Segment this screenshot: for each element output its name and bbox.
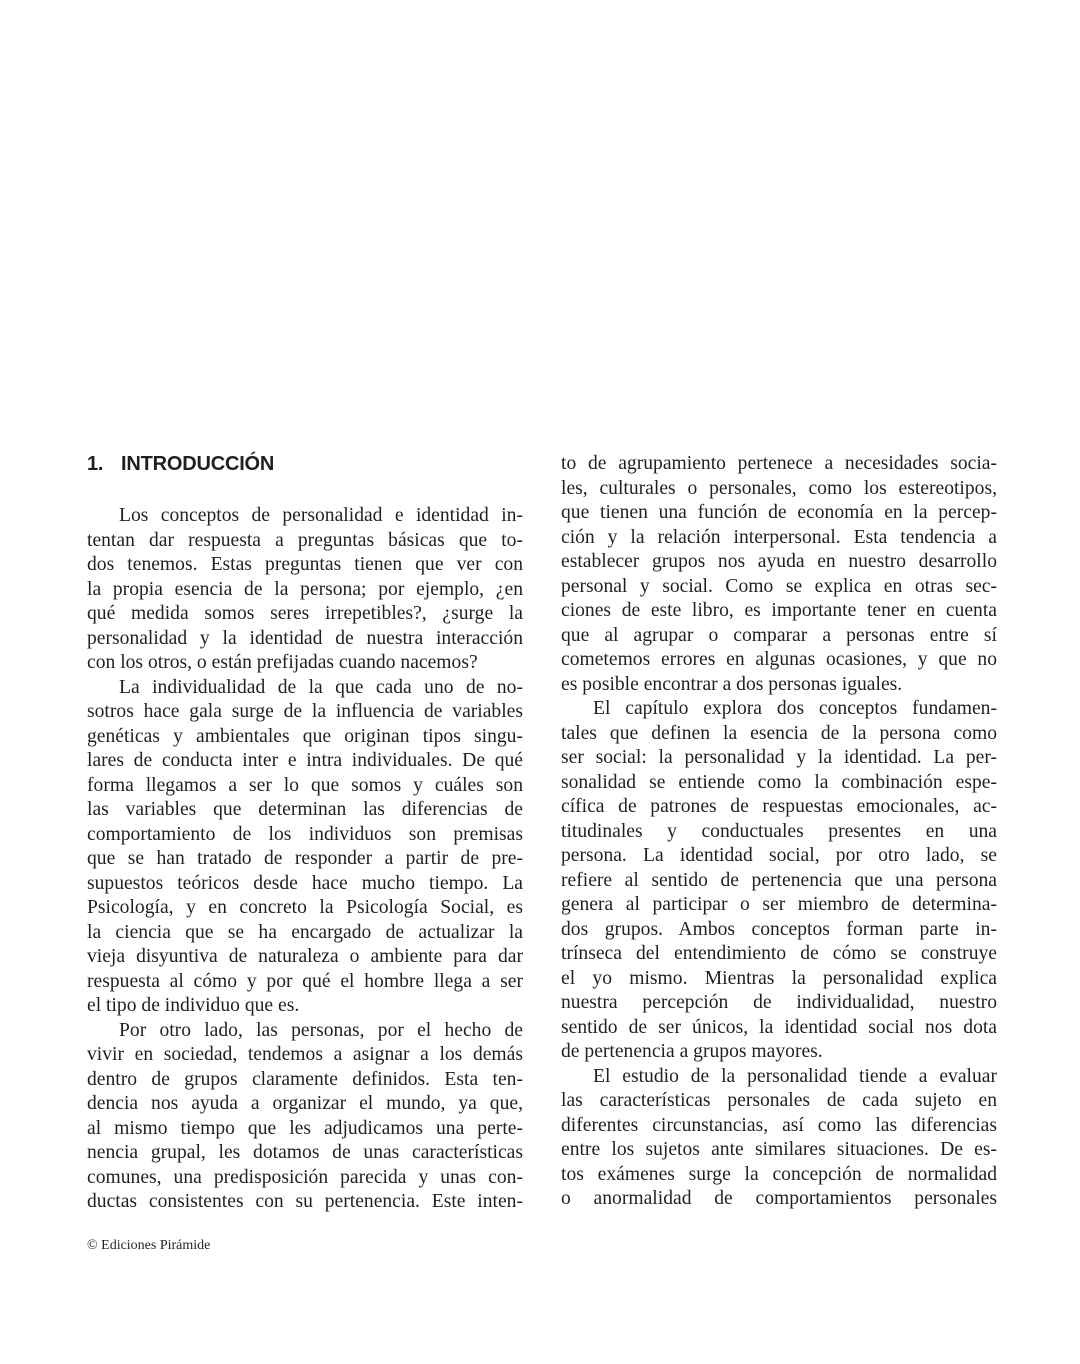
left-column	[87, 452, 523, 1215]
paragraph	[87, 504, 523, 676]
text-line: que al agrupar o comparar a personas entre sí	[561, 624, 997, 646]
text-line: el yo mismo. Mientras la personalidad explica	[561, 967, 997, 989]
text-line: El capítulo explora dos conceptos fundamen-	[593, 698, 997, 719]
text-line: refiere al sentido de pertenencia que una persona	[561, 869, 997, 891]
paragraph	[87, 1019, 523, 1215]
text-line: forma llegamos a ser lo que somos y cuáles son	[87, 774, 523, 796]
text-line: diferentes circunstancias, así como las diferencias	[561, 1114, 997, 1136]
text-line: dos tenemos. Estas preguntas tienen que ver con	[87, 554, 523, 575]
text-line: sentido de ser únicos, la identidad social nos dota	[561, 1016, 997, 1038]
text-line: dos grupos. Ambos conceptos forman parte in-	[561, 918, 997, 940]
text-line: comunes, una predisposición parecida y unas con-	[87, 1166, 523, 1188]
paragraph	[87, 676, 523, 1019]
text-line: vivir en sociedad, tendemos a asignar a los demás	[87, 1044, 523, 1065]
text-line: persona. La identidad social, por otro lado, se	[561, 845, 997, 866]
text-line: tos exámenes surge la concepción de normalidad	[561, 1163, 997, 1185]
text-line: personal y social. Como se explica en otras sec-	[561, 575, 997, 597]
text-line: nencia grupal, les dotamos de unas características	[87, 1142, 523, 1163]
text-line: es posible encontrar a dos personas iguales.	[561, 673, 903, 695]
text-line: to de agrupamiento pertenece a necesidades socia-	[561, 453, 997, 474]
text-line: ciones de este libro, es importante tener en cuenta	[561, 600, 997, 621]
text-line: titudinales y conductuales presentes en una	[561, 820, 997, 842]
text-line: o anormalidad de comportamientos personales	[561, 1188, 997, 1209]
text-line: sonalidad se entiende como la combinación espe-	[561, 771, 997, 793]
text-line: tales que definen la esencia de la persona como	[561, 722, 997, 744]
text-line: trínseca del entendimiento de cómo se construye	[561, 943, 997, 964]
paragraph	[561, 697, 997, 1065]
section-title: INTRODUCCIÓN	[121, 453, 275, 475]
text-line: tentan dar respuesta a preguntas básicas que to-	[87, 529, 523, 551]
text-line: Los conceptos de personalidad e identidad in-	[119, 505, 523, 526]
text-line: de pertenencia a grupos mayores.	[561, 1041, 823, 1062]
text-line: cífica de patrones de respuestas emocionales, ac-	[561, 796, 997, 817]
text-line: les, culturales o personales, como los estereotipos,	[561, 477, 997, 499]
right-column	[561, 452, 997, 1212]
paragraph	[561, 452, 997, 697]
text-line: que se han tratado de responder a partir de pre-	[87, 848, 523, 869]
text-line: personalidad y la identidad de nuestra interacción	[87, 627, 523, 649]
text-line: La individualidad de la que cada uno de no-	[119, 676, 523, 698]
text-line: Por otro lado, las personas, por el hecho de	[119, 1019, 523, 1041]
text-line: lares de conducta inter e intra individuales. De qué	[87, 750, 523, 771]
text-line: qué medida somos seres irrepetibles?, ¿surge la	[87, 603, 523, 624]
text-line: Psicología, y en concreto la Psicología Social, es	[87, 897, 523, 918]
paragraph	[561, 1065, 997, 1212]
text-line: ción y la relación interpersonal. Esta tendencia a	[561, 526, 997, 548]
copyright-footer: © Ediciones Pirámide	[87, 1238, 211, 1253]
text-line: ductas consistentes con su pertenencia. Este inten-	[87, 1191, 523, 1212]
text-line: nuestra percepción de individualidad, nuestro	[561, 992, 997, 1013]
text-line: genera al participar o ser miembro de determina-	[561, 894, 997, 915]
text-line: establecer grupos nos ayuda en nuestro desarrollo	[561, 551, 997, 572]
text-line: las características personales de cada sujeto en	[561, 1090, 997, 1111]
text-line: ser social: la personalidad y la identidad. La per-	[561, 747, 997, 768]
text-line: la propia esencia de la persona; por ejemplo, ¿en	[87, 578, 523, 600]
text-line: la ciencia que se ha encargado de actualizar la	[87, 921, 523, 943]
text-line: supuestos teóricos desde hace mucho tiempo. La	[87, 872, 523, 894]
section-heading	[87, 452, 523, 476]
text-line: vieja disyuntiva de naturaleza o ambiente para dar	[87, 946, 523, 967]
text-line: respuesta al cómo y por qué el hombre llega a ser	[87, 970, 523, 992]
text-line: con los otros, o están prefijadas cuando nacemos?	[87, 652, 478, 673]
text-line: entre los sujetos ante similares situaciones. De es-	[561, 1139, 997, 1160]
text-line: que tienen una función de economía en la percep-	[561, 502, 997, 523]
text-line: genéticas y ambientales que originan tipos singu-	[87, 725, 523, 747]
text-line: cometemos errores en algunas ocasiones, y que no	[561, 649, 997, 670]
text-line: dencia nos ayuda a organizar el mundo, ya que,	[87, 1093, 523, 1114]
text-line: comportamiento de los individuos son premisas	[87, 823, 523, 845]
text-line: las variables que determinan las diferencias de	[87, 799, 523, 820]
text-line: al mismo tiempo que les adjudicamos una perte-	[87, 1117, 523, 1139]
text-line: el tipo de individuo que es.	[87, 995, 300, 1016]
text-line: dentro de grupos claramente definidos. Esta ten-	[87, 1068, 523, 1090]
text-line: sotros hace gala surge de la influencia de variables	[87, 701, 523, 722]
text-line: El estudio de la personalidad tiende a evaluar	[593, 1065, 997, 1087]
section-number: 1.	[87, 453, 104, 475]
